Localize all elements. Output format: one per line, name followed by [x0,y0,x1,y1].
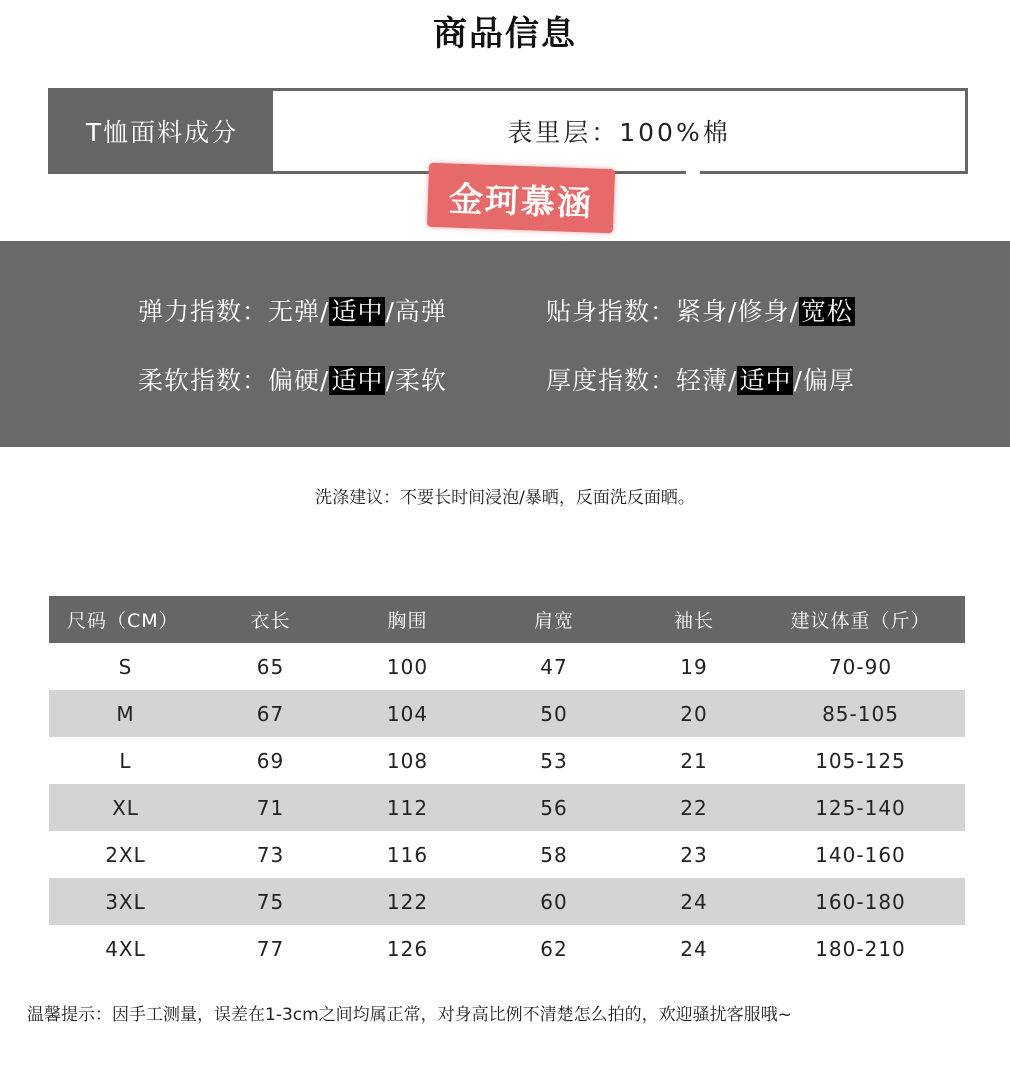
table-cell: 75 [202,878,339,925]
table-cell: 3XL [49,878,202,925]
header-size: 尺码（CM） [49,596,202,643]
index-option: 紧身 [676,297,729,326]
index-option: 偏硬 [268,366,321,395]
table-cell: 21 [680,748,708,773]
measurement-tip: 温馨提示：因手工测量，误差在1-3cm之间均属正常，对身高比例不清楚怎么拍的，欢迎骚扰客服哦~ [27,1005,792,1025]
table-row [49,831,965,878]
table-row [49,925,965,972]
index-option: 修身 [737,297,790,326]
table-cell: L [119,748,132,773]
table-row [49,690,965,737]
index-option-selected: 宽松 [800,297,853,326]
header-shoulder: 肩宽 [476,596,632,643]
index-option-selected: 适中 [331,366,384,395]
table-cell: S [118,654,133,679]
table-body [49,643,965,972]
option-separator: / [320,297,330,326]
table-cell: 140-160 [815,842,906,867]
border-gap [686,166,700,176]
table-cell: 77 [256,936,285,961]
table-cell: 116 [386,842,429,867]
elasticity-index [138,292,447,328]
table-row [49,737,965,784]
table-cell: XL [49,784,202,831]
thickness-index [546,361,855,397]
header-weight: 建议体重（斤） [756,596,965,643]
index-label: 柔软指数： [138,366,269,395]
table-cell: 24 [632,878,756,925]
table-cell: 23 [680,842,708,867]
table-cell: 126 [386,936,429,961]
fabric-indices-panel [0,241,1010,447]
header-chest: 胸围 [339,596,476,643]
table-cell: 60 [476,878,632,925]
option-separator: / [385,366,395,395]
table-cell: 56 [476,784,632,831]
header-sleeve: 袖长 [632,596,756,643]
table-cell: 122 [339,878,476,925]
table-cell: 70-90 [828,654,893,679]
size-chart-table [49,596,965,972]
table-cell: 58 [540,842,568,867]
softness-index [138,361,447,397]
index-option-selected: 适中 [739,366,792,395]
table-row [49,643,965,690]
fabric-composition-box [48,88,968,174]
table-cell: 47 [540,654,568,679]
table-cell: 62 [540,936,568,961]
table-cell: 108 [386,748,429,773]
fabric-value: 表里层：100%棉 [507,118,731,147]
table-cell: 125-140 [756,784,965,831]
table-cell: 19 [680,654,708,679]
table-row [49,878,965,925]
table-cell: 160-180 [756,878,965,925]
option-separator: / [320,366,330,395]
option-separator: / [728,366,738,395]
table-cell: 112 [339,784,476,831]
table-cell: 104 [339,690,476,737]
fabric-label: T恤面料成分 [51,91,273,171]
table-row [49,784,965,831]
table-cell: 2XL [105,842,146,867]
table-cell: M [49,690,202,737]
table-cell: 67 [202,690,339,737]
option-separator: / [793,366,803,395]
table-cell: 24 [680,936,708,961]
index-option: 无弹 [268,297,321,326]
index-option: 高弹 [394,297,447,326]
index-option-selected: 适中 [331,297,384,326]
option-separator: / [385,297,395,326]
option-separator: / [728,297,738,326]
table-cell: 22 [632,784,756,831]
index-option: 柔软 [394,366,447,395]
index-option: 轻薄 [676,366,729,395]
brand-watermark-stamp: 金珂慕涵 [427,163,615,233]
option-separator: / [789,297,799,326]
table-cell: 53 [540,748,568,773]
table-cell: 180-210 [815,936,906,961]
table-cell: 65 [256,654,285,679]
index-label: 贴身指数： [546,297,677,326]
table-cell: 4XL [105,936,146,961]
washing-advice: 洗涤建议：不要长时间浸泡/暴晒，反面洗反面晒。 [315,488,695,508]
table-cell: 85-105 [756,690,965,737]
table-cell: 50 [476,690,632,737]
table-header-row [49,596,965,643]
table-cell: 73 [256,842,285,867]
table-cell: 105-125 [815,748,906,773]
fit-index [546,292,855,328]
page-title: 商品信息 [433,14,577,54]
table-cell: 20 [632,690,756,737]
table-cell: 69 [256,748,285,773]
index-label: 弹力指数： [138,297,269,326]
table-cell: 71 [202,784,339,831]
index-option: 偏厚 [802,366,855,395]
table-cell: 100 [386,654,429,679]
header-length: 衣长 [202,596,339,643]
index-label: 厚度指数： [546,366,677,395]
